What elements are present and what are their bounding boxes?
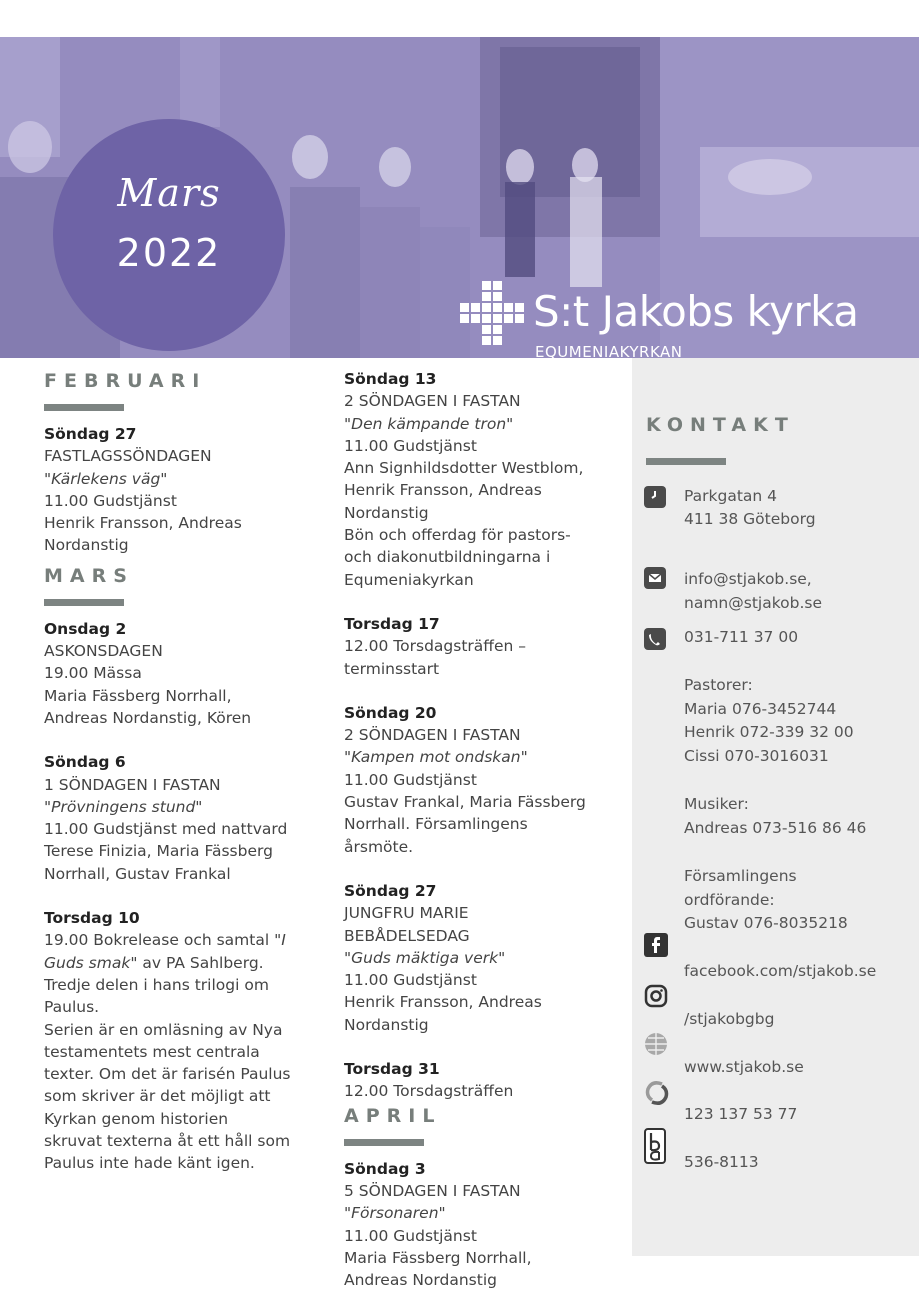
event-line: 11.00 Gudstjänst bbox=[344, 436, 477, 455]
event-line: Henrik Fransson, Andreas bbox=[344, 993, 542, 1012]
email-link-2[interactable]: namn@stjakob.se bbox=[684, 594, 822, 612]
email-link-1[interactable]: info@stjakob.se, bbox=[684, 570, 812, 588]
event-line: Serien är en omläsning av Nya bbox=[44, 1020, 283, 1039]
event-line: Norrhall. Församlingens bbox=[344, 815, 528, 834]
event-line: Terese Finizia, Maria Fässberg bbox=[44, 842, 273, 861]
website-link[interactable]: www.stjakob.se bbox=[684, 1058, 804, 1076]
event-line: Henrik Fransson, Andreas bbox=[44, 514, 242, 533]
event-line: Paulus inte hade känt igen. bbox=[44, 1154, 255, 1173]
cross-logo-icon bbox=[460, 281, 524, 345]
event-sondag-13 bbox=[344, 368, 614, 591]
event-line: Norrhall, Gustav Frankal bbox=[44, 864, 231, 883]
event-line: 11.00 Gudstjänst bbox=[44, 491, 177, 510]
event-line bbox=[44, 952, 314, 974]
heading-mars: MARS bbox=[44, 564, 134, 587]
event-line: Maria Fässberg Norrhall, bbox=[44, 686, 232, 705]
event-line: Tredje delen i hans trilogi om bbox=[44, 975, 269, 994]
event-line: terminsstart bbox=[344, 659, 440, 678]
year-label: 2022 bbox=[116, 231, 222, 275]
event-line: 5 SÖNDAGEN I FASTAN bbox=[344, 1181, 521, 1200]
event-line: 12.00 Torsdagsträffen bbox=[344, 1082, 514, 1101]
phone-number[interactable]: 031-711 37 00 bbox=[684, 628, 799, 646]
event-sondag-27-mar bbox=[344, 880, 614, 1036]
event-theme: "Den kämpande tron" bbox=[344, 414, 514, 433]
heading-kontakt: KONTAKT bbox=[646, 414, 795, 436]
event-line: 11.00 Gudstjänst med nattvard bbox=[44, 820, 288, 839]
event-day: Söndag 20 bbox=[344, 703, 437, 722]
event-sondag-6 bbox=[44, 751, 314, 885]
musiker-1: Andreas 073-516 86 46 bbox=[684, 819, 867, 837]
address-line-1: Parkgatan 4 bbox=[684, 487, 778, 505]
event-theme: "Kampen mot ondskan" bbox=[344, 748, 528, 767]
event-line: Maria Fässberg Norrhall, bbox=[344, 1248, 532, 1267]
event-torsdag-17 bbox=[344, 613, 614, 680]
event-theme: "Försonaren" bbox=[344, 1204, 446, 1223]
calendar-column-1 bbox=[44, 368, 314, 1175]
phone-icon bbox=[644, 628, 666, 650]
event-line: Andreas Nordanstig, Kören bbox=[44, 708, 252, 727]
event-line: 11.00 Gudstjänst bbox=[344, 1226, 477, 1245]
bankgiro-icon bbox=[644, 1128, 666, 1164]
heading-april: APRIL bbox=[344, 1104, 442, 1127]
event-line: Ann Signhildsdotter Westblom, bbox=[344, 459, 584, 478]
event-onsdag-2 bbox=[44, 618, 314, 729]
event-day: Söndag 13 bbox=[344, 370, 437, 388]
event-line: Nordanstig bbox=[344, 503, 429, 522]
instagram-link[interactable]: /stjakobgbg bbox=[684, 1010, 775, 1028]
heading-underline bbox=[344, 1139, 424, 1146]
event-line: testamentets mest centrala bbox=[44, 1042, 260, 1061]
event-day: Söndag 27 bbox=[44, 425, 137, 443]
facebook-icon bbox=[644, 933, 668, 957]
event-theme: "Guds mäktiga verk" bbox=[344, 948, 506, 967]
event-line: som skriver är det möjligt att bbox=[44, 1087, 271, 1106]
event-line: Bön och offerdag för pastors- bbox=[344, 526, 571, 545]
instagram-icon bbox=[644, 984, 668, 1008]
pastorer-label: Pastorer: bbox=[684, 676, 753, 694]
event-day: Torsdag 31 bbox=[344, 1060, 440, 1079]
month-label: Mars bbox=[117, 171, 221, 215]
mail-icon bbox=[644, 567, 666, 589]
event-theme: "Prövningens stund" bbox=[44, 797, 203, 816]
address-line-2: 411 38 Göteborg bbox=[684, 510, 816, 528]
event-day: Söndag 3 bbox=[344, 1159, 426, 1178]
event-torsdag-31 bbox=[344, 1058, 614, 1103]
event-line: Nordanstig bbox=[44, 536, 129, 555]
ordforande-line-1: Församlingens bbox=[684, 867, 797, 885]
event-line: texter. Om det är farisén Paulus bbox=[44, 1065, 291, 1084]
event-torsdag-10 bbox=[44, 907, 314, 1175]
heading-februari: FEBRUARI bbox=[44, 370, 207, 392]
globe-icon bbox=[644, 1032, 668, 1056]
location-icon bbox=[644, 486, 666, 508]
church-name: S:t Jakobs kyrka bbox=[533, 287, 859, 336]
event-line: ASKONSDAGEN bbox=[44, 642, 163, 661]
event-line: Nordanstig bbox=[344, 1015, 429, 1034]
event-line: skruvat texterna åt ett håll som bbox=[44, 1132, 291, 1151]
ordforande-line-2: ordförande: bbox=[684, 891, 775, 909]
swish-icon bbox=[644, 1080, 670, 1106]
bankgiro-number: 536-8113 bbox=[684, 1153, 759, 1171]
contact-panel bbox=[632, 358, 919, 1256]
event-line: Andreas Nordanstig bbox=[344, 1271, 497, 1290]
event-line bbox=[44, 929, 314, 951]
event-line: 11.00 Gudstjänst bbox=[344, 971, 477, 990]
event-line: Paulus. bbox=[44, 998, 100, 1017]
pastor-3: Cissi 070-3016031 bbox=[684, 747, 829, 765]
pastor-1: Maria 076-3452744 bbox=[684, 700, 837, 718]
event-day: Onsdag 2 bbox=[44, 619, 127, 638]
event-line: Henrik Fransson, Andreas bbox=[344, 481, 542, 500]
musiker-label: Musiker: bbox=[684, 795, 749, 813]
event-line: Kyrkan genom historien bbox=[44, 1109, 229, 1128]
ordforande-line-3: Gustav 076-8035218 bbox=[684, 914, 848, 932]
event-line: BEBÅDELSEDAG bbox=[344, 926, 470, 945]
facebook-link[interactable]: facebook.com/stjakob.se bbox=[684, 962, 877, 980]
hero-banner bbox=[0, 37, 919, 358]
event-day: Torsdag 10 bbox=[44, 909, 140, 928]
event-line: årsmöte. bbox=[344, 837, 414, 856]
event-sondag-27-feb bbox=[44, 423, 314, 557]
event-line: 2 SÖNDAGEN I FASTAN bbox=[344, 392, 521, 411]
event-line: och diakonutbildningarna i bbox=[344, 548, 551, 567]
month-badge bbox=[53, 119, 285, 351]
event-text: av PA Sahlberg. bbox=[137, 953, 264, 972]
event-line: 11.00 Gudstjänst bbox=[344, 770, 477, 789]
event-text-italic: Guds smak" bbox=[44, 953, 138, 972]
event-sondag-20 bbox=[344, 702, 614, 858]
event-theme: "Kärlekens väg" bbox=[44, 469, 168, 488]
calendar-column-2 bbox=[344, 368, 614, 1291]
event-text: 19.00 Bokrelease och samtal " bbox=[44, 931, 282, 950]
heading-underline bbox=[44, 404, 124, 411]
event-day: Söndag 27 bbox=[344, 881, 437, 900]
pastor-2: Henrik 072-339 32 00 bbox=[684, 723, 854, 741]
swish-number: 123 137 53 77 bbox=[684, 1105, 798, 1123]
denomination: EQUMENIAKYRKAN bbox=[535, 343, 683, 358]
heading-underline bbox=[44, 599, 124, 606]
heading-underline bbox=[646, 458, 726, 465]
event-text-italic: I bbox=[281, 931, 286, 950]
event-line: Equmeniakyrkan bbox=[344, 570, 474, 589]
event-line: 2 SÖNDAGEN I FASTAN bbox=[344, 726, 521, 745]
event-line: JUNGFRU MARIE bbox=[344, 904, 469, 923]
event-day: Torsdag 17 bbox=[344, 614, 440, 633]
event-line: 12.00 Torsdagsträffen – bbox=[344, 637, 526, 656]
event-line: 1 SÖNDAGEN I FASTAN bbox=[44, 775, 221, 794]
event-line: 19.00 Mässa bbox=[44, 664, 142, 683]
event-line: FASTLAGSSÖNDAGEN bbox=[44, 447, 212, 466]
event-sondag-3-apr bbox=[344, 1158, 614, 1292]
event-line: Gustav Frankal, Maria Fässberg bbox=[344, 793, 586, 812]
event-day: Söndag 6 bbox=[44, 753, 126, 772]
